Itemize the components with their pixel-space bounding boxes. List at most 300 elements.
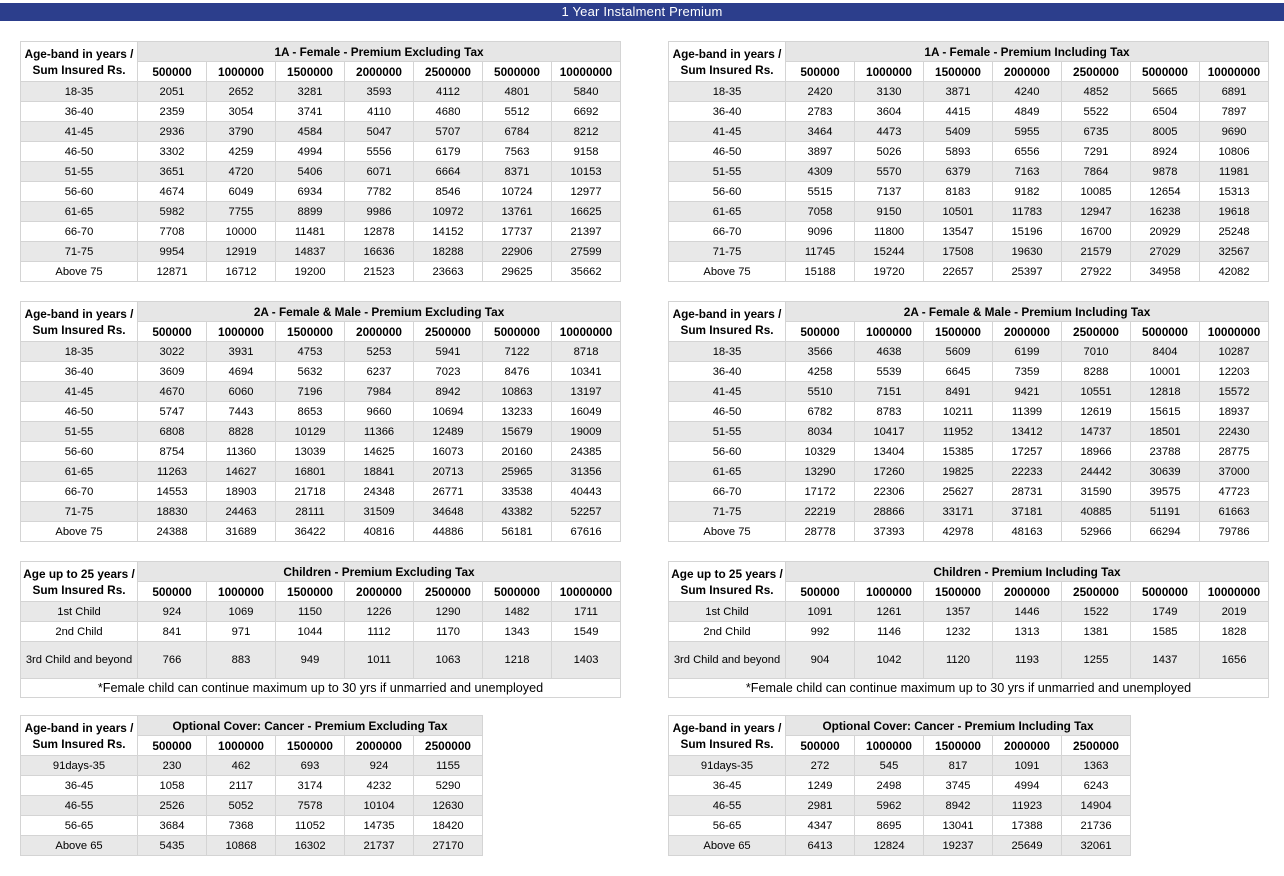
age-band-cell: 18-35 xyxy=(669,82,786,102)
table-title: 2A - Female & Male - Premium Excluding Tax xyxy=(138,302,621,322)
premium-value-cell: 19200 xyxy=(276,262,345,282)
premium-value-cell: 11745 xyxy=(786,242,855,262)
premium-value-cell: 27029 xyxy=(1131,242,1200,262)
premium-value-cell: 272 xyxy=(786,756,855,776)
premium-value-cell: 3054 xyxy=(207,102,276,122)
table-title: 1A - Female - Premium Excluding Tax xyxy=(138,42,621,62)
premium-value-cell: 1112 xyxy=(345,622,414,642)
premium-value-cell: 7359 xyxy=(993,362,1062,382)
premium-value-cell: 9182 xyxy=(993,182,1062,202)
table-row xyxy=(669,422,1269,442)
sum-insured-header: 500000 xyxy=(138,582,207,602)
premium-value-cell: 10863 xyxy=(483,382,552,402)
premium-table xyxy=(20,561,621,698)
premium-value-cell: 40443 xyxy=(552,482,621,502)
premium-table xyxy=(20,41,621,282)
premium-value-cell: 25248 xyxy=(1200,222,1269,242)
premium-value-cell: 21579 xyxy=(1062,242,1131,262)
age-band-cell: 2nd Child xyxy=(669,622,786,642)
age-band-header-line1: Age-band in years / xyxy=(24,306,134,321)
age-band-cell: 51-55 xyxy=(669,422,786,442)
premium-value-cell: 10868 xyxy=(207,836,276,856)
age-band-cell: 36-40 xyxy=(669,102,786,122)
age-band-cell: 41-45 xyxy=(669,382,786,402)
table-row xyxy=(21,142,621,162)
premium-value-cell: 10153 xyxy=(552,162,621,182)
sum-insured-header: 500000 xyxy=(786,322,855,342)
sum-insured-header: 2000000 xyxy=(345,62,414,82)
premium-value-cell: 6808 xyxy=(138,422,207,442)
premium-value-cell: 37000 xyxy=(1200,462,1269,482)
premium-value-cell: 5406 xyxy=(276,162,345,182)
table-children-excluding xyxy=(20,561,621,698)
premium-value-cell: 16700 xyxy=(1062,222,1131,242)
premium-value-cell: 3593 xyxy=(345,82,414,102)
sum-insured-header: 1500000 xyxy=(924,322,993,342)
premium-value-cell: 949 xyxy=(276,642,345,679)
premium-value-cell: 18841 xyxy=(345,462,414,482)
premium-value-cell: 24463 xyxy=(207,502,276,522)
premium-value-cell: 3931 xyxy=(207,342,276,362)
premium-value-cell: 5047 xyxy=(345,122,414,142)
premium-value-cell: 43382 xyxy=(483,502,552,522)
premium-value-cell: 16625 xyxy=(552,202,621,222)
premium-value-cell: 4753 xyxy=(276,342,345,362)
table-row xyxy=(21,222,621,242)
premium-value-cell: 18420 xyxy=(414,816,483,836)
age-band-header-line1: Age up to 25 years / xyxy=(671,566,783,581)
premium-value-cell: 3022 xyxy=(138,342,207,362)
premium-value-cell: 17737 xyxy=(483,222,552,242)
table-row xyxy=(669,796,1131,816)
premium-value-cell: 36422 xyxy=(276,522,345,542)
premium-value-cell: 8183 xyxy=(924,182,993,202)
sum-insured-header: 2500000 xyxy=(1062,322,1131,342)
premium-value-cell: 766 xyxy=(138,642,207,679)
table-row xyxy=(669,162,1269,182)
table-row xyxy=(21,182,621,202)
premium-value-cell: 7291 xyxy=(1062,142,1131,162)
premium-value-cell: 6891 xyxy=(1200,82,1269,102)
premium-value-cell: 1446 xyxy=(993,602,1062,622)
premium-value-cell: 924 xyxy=(138,602,207,622)
premium-value-cell: 40885 xyxy=(1062,502,1131,522)
premium-value-cell: 34648 xyxy=(414,502,483,522)
premium-value-cell: 34958 xyxy=(1131,262,1200,282)
premium-value-cell: 924 xyxy=(345,756,414,776)
age-band-cell: 51-55 xyxy=(21,422,138,442)
premium-value-cell: 10501 xyxy=(924,202,993,222)
table-row xyxy=(669,242,1269,262)
premium-value-cell: 16636 xyxy=(345,242,414,262)
premium-value-cell: 1146 xyxy=(855,622,924,642)
premium-value-cell: 7137 xyxy=(855,182,924,202)
premium-value-cell: 9421 xyxy=(993,382,1062,402)
table-row xyxy=(21,122,621,142)
premium-value-cell: 8005 xyxy=(1131,122,1200,142)
premium-value-cell: 8718 xyxy=(552,342,621,362)
premium-value-cell: 4670 xyxy=(138,382,207,402)
premium-value-cell: 817 xyxy=(924,756,993,776)
premium-value-cell: 7058 xyxy=(786,202,855,222)
premium-value-cell: 42978 xyxy=(924,522,993,542)
premium-value-cell: 3897 xyxy=(786,142,855,162)
age-band-header xyxy=(669,562,786,602)
premium-value-cell: 2936 xyxy=(138,122,207,142)
age-band-cell: 66-70 xyxy=(21,482,138,502)
table-row xyxy=(669,142,1269,162)
premium-value-cell: 12619 xyxy=(1062,402,1131,422)
age-band-cell: 71-75 xyxy=(669,242,786,262)
sum-insured-header: 1500000 xyxy=(276,322,345,342)
premium-value-cell: 22219 xyxy=(786,502,855,522)
premium-value-cell: 7122 xyxy=(483,342,552,362)
premium-value-cell: 7010 xyxy=(1062,342,1131,362)
table-row xyxy=(21,776,483,796)
table-row xyxy=(21,602,621,622)
premium-value-cell: 1091 xyxy=(993,756,1062,776)
premium-value-cell: 8371 xyxy=(483,162,552,182)
premium-value-cell: 5982 xyxy=(138,202,207,222)
sum-insured-header: 1500000 xyxy=(276,582,345,602)
premium-value-cell: 5609 xyxy=(924,342,993,362)
age-band-cell: Above 75 xyxy=(669,262,786,282)
premium-value-cell: 15244 xyxy=(855,242,924,262)
premium-value-cell: 4112 xyxy=(414,82,483,102)
premium-value-cell: 15572 xyxy=(1200,382,1269,402)
premium-value-cell: 2783 xyxy=(786,102,855,122)
premium-value-cell: 13233 xyxy=(483,402,552,422)
age-band-cell: 36-40 xyxy=(669,362,786,382)
premium-value-cell: 15196 xyxy=(993,222,1062,242)
premium-value-cell: 1828 xyxy=(1200,622,1269,642)
premium-value-cell: 10129 xyxy=(276,422,345,442)
sum-insured-header-line2: Sum Insured Rs. xyxy=(32,322,126,337)
premium-value-cell: 7163 xyxy=(993,162,1062,182)
premium-value-cell: 2117 xyxy=(207,776,276,796)
premium-value-cell: 15385 xyxy=(924,442,993,462)
age-band-cell: 46-50 xyxy=(21,142,138,162)
premium-value-cell: 13404 xyxy=(855,442,924,462)
age-band-cell: 71-75 xyxy=(669,502,786,522)
premium-value-cell: 11981 xyxy=(1200,162,1269,182)
premium-value-cell: 4994 xyxy=(276,142,345,162)
premium-value-cell: 12878 xyxy=(345,222,414,242)
premium-value-cell: 11366 xyxy=(345,422,414,442)
age-band-cell: 56-60 xyxy=(21,182,138,202)
premium-table xyxy=(20,715,483,856)
premium-value-cell: 51191 xyxy=(1131,502,1200,522)
sum-insured-header: 10000000 xyxy=(552,62,621,82)
premium-value-cell: 14837 xyxy=(276,242,345,262)
premium-value-cell: 10000 xyxy=(207,222,276,242)
premium-value-cell: 19720 xyxy=(855,262,924,282)
age-band-cell: Above 65 xyxy=(669,836,786,856)
age-band-cell: 36-45 xyxy=(21,776,138,796)
sum-insured-header: 2500000 xyxy=(414,62,483,82)
premium-value-cell: 10104 xyxy=(345,796,414,816)
premium-value-cell: 8034 xyxy=(786,422,855,442)
sum-insured-header: 1500000 xyxy=(924,62,993,82)
premium-value-cell: 13290 xyxy=(786,462,855,482)
premium-value-cell: 6645 xyxy=(924,362,993,382)
sum-insured-header-line2: Sum Insured Rs. xyxy=(680,62,774,77)
premium-value-cell: 14152 xyxy=(414,222,483,242)
premium-value-cell: 2051 xyxy=(138,82,207,102)
premium-value-cell: 32567 xyxy=(1200,242,1269,262)
premium-value-cell: 4994 xyxy=(993,776,1062,796)
premium-value-cell: 7708 xyxy=(138,222,207,242)
age-band-cell: 51-55 xyxy=(669,162,786,182)
premium-value-cell: 17257 xyxy=(993,442,1062,462)
sum-insured-header: 500000 xyxy=(786,582,855,602)
sum-insured-header: 5000000 xyxy=(1131,582,1200,602)
premium-value-cell: 20929 xyxy=(1131,222,1200,242)
table-row xyxy=(669,756,1131,776)
premium-table xyxy=(20,301,621,542)
premium-value-cell: 17388 xyxy=(993,816,1062,836)
premium-value-cell: 10287 xyxy=(1200,342,1269,362)
premium-value-cell: 6556 xyxy=(993,142,1062,162)
premium-value-cell: 6692 xyxy=(552,102,621,122)
premium-value-cell: 23788 xyxy=(1131,442,1200,462)
premium-value-cell: 16238 xyxy=(1131,202,1200,222)
premium-value-cell: 5570 xyxy=(855,162,924,182)
premium-value-cell: 5522 xyxy=(1062,102,1131,122)
premium-value-cell: 4258 xyxy=(786,362,855,382)
table-row xyxy=(21,162,621,182)
sum-insured-header: 5000000 xyxy=(483,582,552,602)
table-row xyxy=(21,796,483,816)
table-row xyxy=(669,262,1269,282)
premium-value-cell: 1150 xyxy=(276,602,345,622)
premium-value-cell: 5840 xyxy=(552,82,621,102)
premium-value-cell: 19825 xyxy=(924,462,993,482)
table-row xyxy=(21,642,621,679)
premium-value-cell: 230 xyxy=(138,756,207,776)
premium-value-cell: 3566 xyxy=(786,342,855,362)
premium-value-cell: 7864 xyxy=(1062,162,1131,182)
premium-value-cell: 8695 xyxy=(855,816,924,836)
premium-value-cell: 5052 xyxy=(207,796,276,816)
premium-value-cell: 31509 xyxy=(345,502,414,522)
premium-value-cell: 8404 xyxy=(1131,342,1200,362)
premium-value-cell: 1482 xyxy=(483,602,552,622)
table-row xyxy=(669,382,1269,402)
premium-value-cell: 21736 xyxy=(1062,816,1131,836)
table-row xyxy=(669,122,1269,142)
premium-value-cell: 13761 xyxy=(483,202,552,222)
premium-value-cell: 16049 xyxy=(552,402,621,422)
premium-value-cell: 8754 xyxy=(138,442,207,462)
premium-value-cell: 31590 xyxy=(1062,482,1131,502)
age-band-header-line1: Age-band in years / xyxy=(672,720,782,735)
premium-value-cell: 1381 xyxy=(1062,622,1131,642)
premium-value-cell: 20713 xyxy=(414,462,483,482)
premium-value-cell: 9150 xyxy=(855,202,924,222)
age-band-header xyxy=(21,302,138,342)
premium-value-cell: 20160 xyxy=(483,442,552,462)
table-row xyxy=(669,482,1269,502)
sum-insured-header-line2: Sum Insured Rs. xyxy=(680,322,774,337)
premium-value-cell: 19618 xyxy=(1200,202,1269,222)
premium-value-cell: 2359 xyxy=(138,102,207,122)
table-title: Children - Premium Excluding Tax xyxy=(138,562,621,582)
premium-value-cell: 3741 xyxy=(276,102,345,122)
premium-value-cell: 40816 xyxy=(345,522,414,542)
table-row xyxy=(669,182,1269,202)
age-band-cell: 46-50 xyxy=(21,402,138,422)
premium-value-cell: 18501 xyxy=(1131,422,1200,442)
premium-table xyxy=(668,715,1131,856)
premium-value-cell: 33538 xyxy=(483,482,552,502)
premium-table xyxy=(668,41,1269,282)
premium-value-cell: 15615 xyxy=(1131,402,1200,422)
table-children-including xyxy=(668,561,1269,698)
premium-value-cell: 4801 xyxy=(483,82,552,102)
age-band-cell: 36-40 xyxy=(21,102,138,122)
age-band-cell: 66-70 xyxy=(669,222,786,242)
table-row xyxy=(21,522,621,542)
premium-value-cell: 1058 xyxy=(138,776,207,796)
premium-value-cell: 11783 xyxy=(993,202,1062,222)
premium-value-cell: 8899 xyxy=(276,202,345,222)
premium-value-cell: 52966 xyxy=(1062,522,1131,542)
premium-value-cell: 37393 xyxy=(855,522,924,542)
sum-insured-header: 1500000 xyxy=(924,736,993,756)
premium-value-cell: 19009 xyxy=(552,422,621,442)
premium-value-cell: 19237 xyxy=(924,836,993,856)
premium-value-cell: 13197 xyxy=(552,382,621,402)
premium-value-cell: 22657 xyxy=(924,262,993,282)
premium-value-cell: 11800 xyxy=(855,222,924,242)
premium-value-cell: 3604 xyxy=(855,102,924,122)
premium-value-cell: 6199 xyxy=(993,342,1062,362)
premium-value-cell: 25397 xyxy=(993,262,1062,282)
table-cancer-including xyxy=(668,715,1131,856)
age-band-cell: 46-55 xyxy=(21,796,138,816)
age-band-cell: 66-70 xyxy=(669,482,786,502)
premium-value-cell: 1063 xyxy=(414,642,483,679)
premium-value-cell: 11399 xyxy=(993,402,1062,422)
premium-value-cell: 4674 xyxy=(138,182,207,202)
age-band-cell: 66-70 xyxy=(21,222,138,242)
table-row xyxy=(669,502,1269,522)
premium-value-cell: 2981 xyxy=(786,796,855,816)
premium-value-cell: 7578 xyxy=(276,796,345,816)
premium-value-cell: 1357 xyxy=(924,602,993,622)
premium-value-cell: 7196 xyxy=(276,382,345,402)
premium-value-cell: 5409 xyxy=(924,122,993,142)
age-band-header-line1: Age-band in years / xyxy=(672,46,782,61)
table-row xyxy=(21,82,621,102)
premium-value-cell: 79786 xyxy=(1200,522,1269,542)
premium-value-cell: 13039 xyxy=(276,442,345,462)
premium-value-cell: 31356 xyxy=(552,462,621,482)
premium-value-cell: 12871 xyxy=(138,262,207,282)
age-band-cell: 2nd Child xyxy=(21,622,138,642)
age-band-cell: 91days-35 xyxy=(21,756,138,776)
table-row xyxy=(21,816,483,836)
premium-value-cell: 8491 xyxy=(924,382,993,402)
table-title: 2A - Female & Male - Premium Including Tax xyxy=(786,302,1269,322)
premium-value-cell: 21718 xyxy=(276,482,345,502)
premium-value-cell: 32061 xyxy=(1062,836,1131,856)
premium-value-cell: 1711 xyxy=(552,602,621,622)
table-row xyxy=(21,442,621,462)
premium-value-cell: 8783 xyxy=(855,402,924,422)
premium-value-cell: 6934 xyxy=(276,182,345,202)
premium-value-cell: 3745 xyxy=(924,776,993,796)
premium-value-cell: 904 xyxy=(786,642,855,679)
age-band-cell: 56-65 xyxy=(669,816,786,836)
sum-insured-header: 500000 xyxy=(138,322,207,342)
age-band-cell: 51-55 xyxy=(21,162,138,182)
age-band-cell: 41-45 xyxy=(669,122,786,142)
sum-insured-header: 10000000 xyxy=(1200,582,1269,602)
premium-value-cell: 6784 xyxy=(483,122,552,142)
sum-insured-header: 1000000 xyxy=(855,62,924,82)
premium-value-cell: 1011 xyxy=(345,642,414,679)
sum-insured-header: 2500000 xyxy=(1062,736,1131,756)
premium-value-cell: 7897 xyxy=(1200,102,1269,122)
age-band-header xyxy=(669,716,786,756)
premium-value-cell: 3609 xyxy=(138,362,207,382)
premium-value-cell: 4473 xyxy=(855,122,924,142)
age-band-header xyxy=(21,716,138,756)
premium-value-cell: 8653 xyxy=(276,402,345,422)
sum-insured-header: 5000000 xyxy=(483,62,552,82)
premium-value-cell: 1290 xyxy=(414,602,483,622)
premium-value-cell: 13041 xyxy=(924,816,993,836)
premium-value-cell: 3790 xyxy=(207,122,276,142)
premium-value-cell: 21523 xyxy=(345,262,414,282)
sum-insured-header: 1500000 xyxy=(276,736,345,756)
table-2a-including xyxy=(668,301,1269,542)
sum-insured-header: 5000000 xyxy=(1131,62,1200,82)
age-band-cell: 46-50 xyxy=(669,402,786,422)
table-row xyxy=(21,502,621,522)
table-1a-including xyxy=(668,41,1269,282)
premium-value-cell: 7782 xyxy=(345,182,414,202)
age-band-cell: 71-75 xyxy=(21,242,138,262)
premium-value-cell: 39575 xyxy=(1131,482,1200,502)
sum-insured-header: 5000000 xyxy=(1131,322,1200,342)
premium-value-cell: 10001 xyxy=(1131,362,1200,382)
premium-value-cell: 1069 xyxy=(207,602,276,622)
premium-value-cell: 14737 xyxy=(1062,422,1131,442)
premium-value-cell: 4638 xyxy=(855,342,924,362)
premium-value-cell: 7151 xyxy=(855,382,924,402)
table-row xyxy=(21,482,621,502)
table-row xyxy=(21,462,621,482)
premium-value-cell: 1585 xyxy=(1131,622,1200,642)
premium-value-cell: 25627 xyxy=(924,482,993,502)
sum-insured-header: 10000000 xyxy=(1200,62,1269,82)
age-band-cell: 18-35 xyxy=(669,342,786,362)
premium-value-cell: 2420 xyxy=(786,82,855,102)
age-band-cell: 56-65 xyxy=(21,816,138,836)
table-1a-excluding xyxy=(20,41,621,282)
table-row xyxy=(21,102,621,122)
age-band-cell: 18-35 xyxy=(21,82,138,102)
age-band-cell: 61-65 xyxy=(669,202,786,222)
premium-value-cell: 22233 xyxy=(993,462,1062,482)
premium-value-cell: 24348 xyxy=(345,482,414,502)
age-band-header-line1: Age-band in years / xyxy=(24,46,134,61)
premium-value-cell: 1522 xyxy=(1062,602,1131,622)
children-footnote: *Female child can continue maximum up to 30 yrs if unmarried and unemployed xyxy=(669,679,1269,698)
